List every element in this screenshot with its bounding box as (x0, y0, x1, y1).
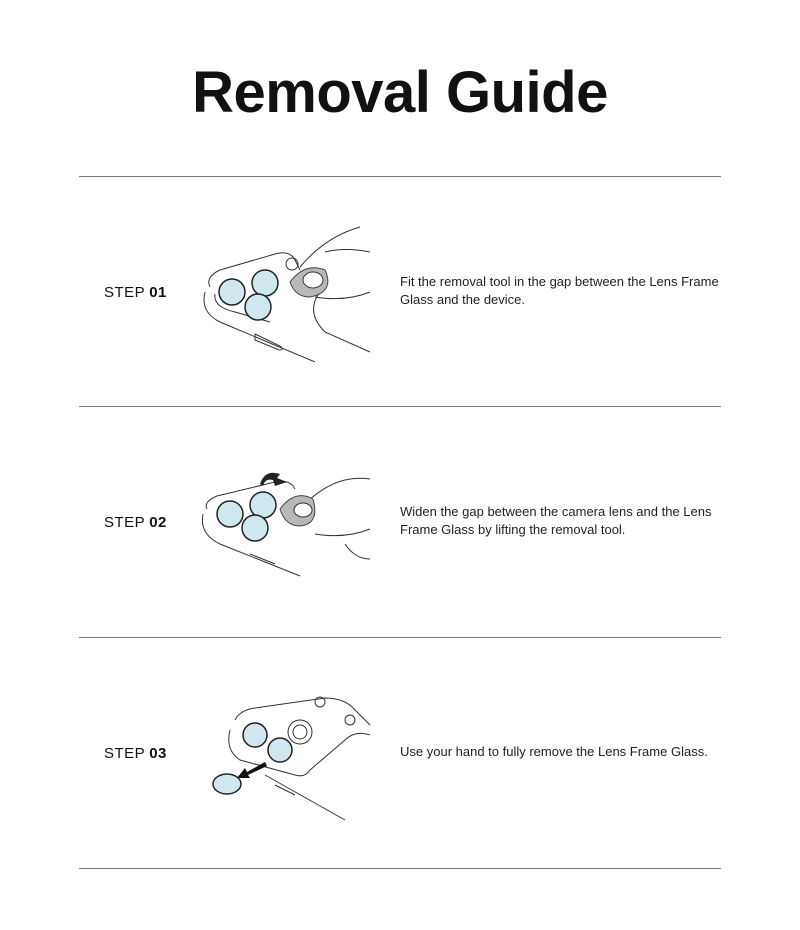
page-title: Removal Guide (192, 60, 608, 125)
removal-tool-lift-illustration (195, 464, 380, 604)
step-02 (0, 406, 800, 636)
step-label: STEP 03 (104, 745, 167, 762)
lens-frame-remove-illustration (195, 690, 380, 830)
step-01 (0, 176, 800, 406)
step-description: Fit the removal tool in the gap between the Lens Frame Glass and the device. (400, 274, 719, 307)
step-label: STEP 02 (104, 514, 167, 531)
step-label: STEP 01 (104, 284, 167, 301)
step-description: Use your hand to fully remove the Lens Frame Glass. (400, 744, 708, 759)
step-description: Widen the gap between the camera lens and the Lens Frame Glass by lifting the removal tool. (400, 504, 712, 537)
step-03 (0, 637, 800, 867)
divider (79, 868, 721, 869)
removal-tool-insert-illustration (195, 222, 380, 362)
